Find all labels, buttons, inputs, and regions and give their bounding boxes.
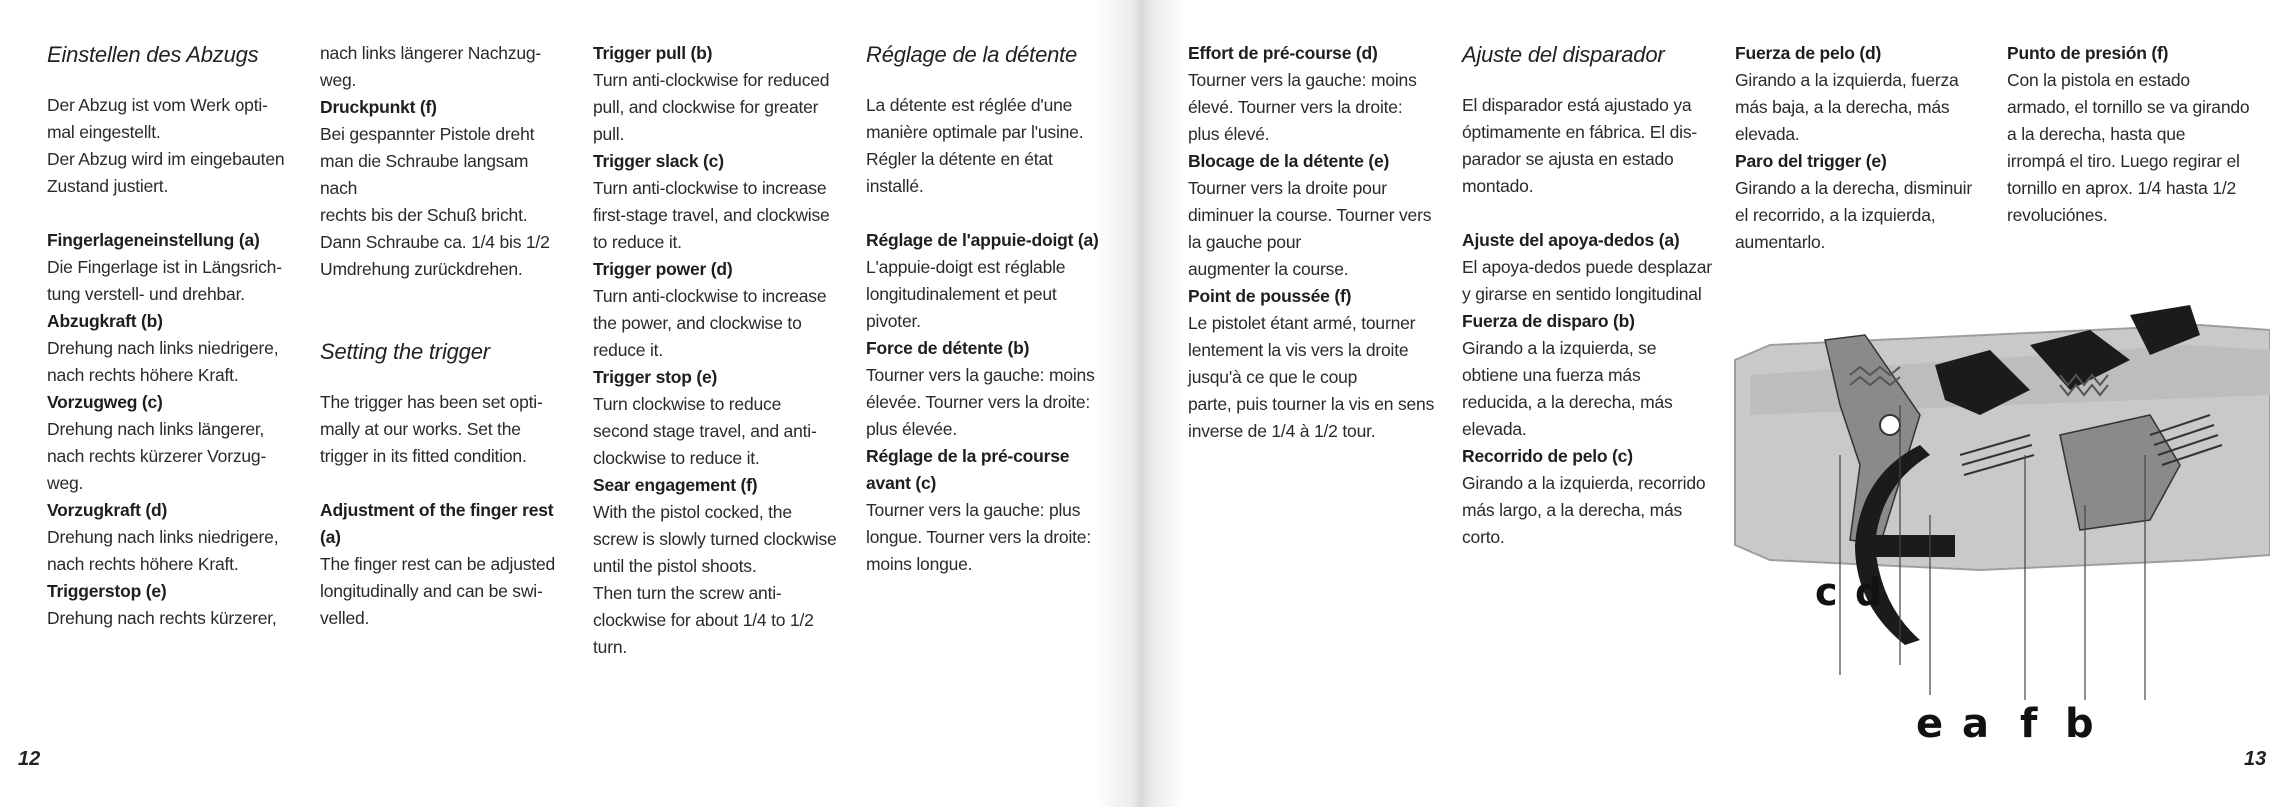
body-text-line: más baja, a la derecha, más xyxy=(1735,97,1950,117)
body-text-line: Drehung nach rechts kürzerer, xyxy=(47,608,277,628)
body-text-line: moins longue. xyxy=(866,554,973,574)
right-column-spanish xyxy=(1462,40,1712,551)
body-text-line: Turn anti-clockwise to increase xyxy=(593,286,827,306)
body-text-line: Girando a la izquierda, fuerza xyxy=(1735,70,1959,90)
setting-subheading: Paro del trigger (e) xyxy=(1735,151,1887,171)
body-text-line: élevée. Tourner vers la droite: xyxy=(866,392,1091,412)
body-text-line: Turn anti-clockwise for reduced xyxy=(593,70,830,90)
setting-subheading: Fuerza de pelo (d) xyxy=(1735,43,1882,63)
label-e: e xyxy=(1916,701,1944,747)
body-text-line: Turn anti-clockwise to increase xyxy=(593,178,827,198)
body-text-line: L'appuie-doigt est réglable xyxy=(866,257,1066,277)
setting-subheading: Fingerlageneinstellung (a) xyxy=(47,230,260,250)
setting-subheading: Point de poussée (f) xyxy=(1188,286,1352,306)
setting-subheading: Punto de presión (f) xyxy=(2007,43,2169,63)
body-text-line: installé. xyxy=(866,176,924,196)
body-text-line: clockwise for about 1/4 to 1/2 xyxy=(593,610,814,630)
body-text-line: With the pistol cocked, the xyxy=(593,502,792,522)
body-text-line: jusqu'à ce que le coup xyxy=(1188,367,1358,387)
paragraph-gap xyxy=(1462,200,1712,227)
finger-rest-bar xyxy=(1865,535,1955,557)
body-text-line: nach links längerer Nachzug- xyxy=(320,43,542,63)
paragraph-gap xyxy=(320,310,570,337)
body-text-line: Umdrehung zurückdrehen. xyxy=(320,259,523,279)
setting-subheading: Adjustment of the finger rest xyxy=(320,500,554,520)
body-text-line: mally at our works. Set the xyxy=(320,419,521,439)
label-b: b xyxy=(2065,701,2094,747)
body-text-line: revoluciónes. xyxy=(2007,205,2108,225)
label-f: f xyxy=(2020,701,2038,747)
left-column-french xyxy=(866,40,1116,578)
body-text-line: weg. xyxy=(320,70,357,90)
setting-subheading: Réglage de la pré-course xyxy=(866,446,1070,466)
body-text-line: la gauche pour xyxy=(1188,232,1301,252)
body-text-line: plus élevée. xyxy=(866,419,957,439)
section-heading: Einstellen des Abzugs xyxy=(47,42,259,67)
body-text-line: corto. xyxy=(1462,527,1505,547)
setting-subheading: Fuerza de disparo (b) xyxy=(1462,311,1635,331)
body-text-line: armado, el tornillo se va girando xyxy=(2007,97,2250,117)
body-text-line: the power, and clockwise to xyxy=(593,313,802,333)
body-text-line: nach rechts höhere Kraft. xyxy=(47,554,239,574)
body-text-line: el recorrido, a la izquierda, xyxy=(1735,205,1936,225)
label-d: d xyxy=(1855,570,1883,614)
setting-subheading: Recorrido de pelo (c) xyxy=(1462,446,1633,466)
body-text-line: nach rechts höhere Kraft. xyxy=(47,365,239,385)
trigger-mechanism-diagram xyxy=(1730,305,2270,750)
left-column-german xyxy=(47,40,297,632)
label-a: a xyxy=(1962,701,1989,747)
left-column-english xyxy=(593,40,843,661)
body-text-line: nach rechts kürzerer Vorzug- xyxy=(47,446,267,466)
body-text-line: until the pistol shoots. xyxy=(593,556,757,576)
paragraph-gap xyxy=(47,200,297,227)
body-text-line: The finger rest can be adjusted xyxy=(320,554,556,574)
setting-subheading: Druckpunkt (f) xyxy=(320,97,437,117)
body-text-line: reducida, a la derecha, más xyxy=(1462,392,1673,412)
body-text-line: elevada. xyxy=(1735,124,1800,144)
body-text-line: obtiene una fuerza más xyxy=(1462,365,1641,385)
setting-subheading: Abzugkraft (b) xyxy=(47,311,163,331)
setting-subheading: Effort de pré-course (d) xyxy=(1188,43,1378,63)
body-text-line: Tourner vers la droite pour xyxy=(1188,178,1387,198)
body-text-line: lentement la vis vers la droite xyxy=(1188,340,1409,360)
body-text-line: La détente est réglée d'une xyxy=(866,95,1073,115)
section-heading: Setting the trigger xyxy=(320,339,490,364)
setting-subheading: (a) xyxy=(320,527,341,547)
setting-subheading: Réglage de l'appuie-doigt (a) xyxy=(866,230,1099,250)
page-number-left: 12 xyxy=(18,748,41,770)
setting-subheading: Ajuste del apoya-dedos (a) xyxy=(1462,230,1680,250)
body-text-line: Régler la détente en état xyxy=(866,149,1053,169)
body-text-line: Drehung nach links niedrigere, xyxy=(47,338,279,358)
setting-subheading: Vorzugweg (c) xyxy=(47,392,163,412)
paragraph-gap xyxy=(320,283,570,310)
body-text-line: tung verstell- und drehbar. xyxy=(47,284,245,304)
paragraph-gap xyxy=(320,470,570,497)
body-text-line: élevé. Tourner vers la droite: xyxy=(1188,97,1403,117)
lever-pivot xyxy=(1880,415,1900,435)
body-text-line: manière optimale par l'usine. xyxy=(866,122,1084,142)
setting-subheading: Vorzugkraft (d) xyxy=(47,500,168,520)
body-text-line: Bei gespannter Pistole dreht xyxy=(320,124,535,144)
body-text-line: montado. xyxy=(1462,176,1534,196)
body-text-line: Con la pistola en estado xyxy=(2007,70,2190,90)
body-text-line: second stage travel, and anti- xyxy=(593,421,817,441)
body-text-line: Tourner vers la gauche: moins xyxy=(866,365,1095,385)
body-text-line: Girando a la izquierda, recorrido xyxy=(1462,473,1706,493)
body-text-line: velled. xyxy=(320,608,370,628)
body-text-line: diminuer la course. Tourner vers xyxy=(1188,205,1432,225)
section-heading: Réglage de la détente xyxy=(866,42,1078,67)
setting-subheading: Triggerstop (e) xyxy=(47,581,167,601)
body-text-line: Tourner vers la gauche: plus xyxy=(866,500,1081,520)
body-text-line: óptimamente en fábrica. El dis- xyxy=(1462,122,1698,142)
body-text-line: longue. Tourner vers la droite: xyxy=(866,527,1092,547)
body-text-line: y girarse en sentido longitudinal xyxy=(1462,284,1702,304)
body-text-line: turn. xyxy=(593,637,628,657)
body-text-line: a la derecha, hasta que xyxy=(2007,124,2186,144)
label-c: c xyxy=(1815,570,1838,614)
body-text-line: El disparador está ajustado ya xyxy=(1462,95,1692,115)
right-column-french xyxy=(1188,40,1438,445)
body-text-line: clockwise to reduce it. xyxy=(593,448,760,468)
body-text-line: weg. xyxy=(47,473,84,493)
body-text-line: pull. xyxy=(593,124,625,144)
setting-subheading: Blocage de la détente (e) xyxy=(1188,151,1390,171)
body-text-line: pull, and clockwise for greater xyxy=(593,97,819,117)
body-text-line: irrompá el tiro. Luego regirar el xyxy=(2007,151,2240,171)
body-text-line: Die Fingerlage ist in Längsrich- xyxy=(47,257,282,277)
body-text-line: Drehung nach links längerer, xyxy=(47,419,265,439)
body-text-line: Der Abzug wird im eingebauten xyxy=(47,149,285,169)
body-text-line: elevada. xyxy=(1462,419,1527,439)
body-text-line: trigger in its fitted condition. xyxy=(320,446,527,466)
body-text-line: to reduce it. xyxy=(593,232,682,252)
setting-subheading: Trigger slack (c) xyxy=(593,151,724,171)
body-text-line: parte, puis tourner la vis en sens xyxy=(1188,394,1435,414)
body-text-line: pivoter. xyxy=(866,311,921,331)
body-text-line: longitudinally and can be swi- xyxy=(320,581,543,601)
body-text-line: parador se ajusta en estado xyxy=(1462,149,1674,169)
body-text-line: Tourner vers la gauche: moins xyxy=(1188,70,1417,90)
setting-subheading: Sear engagement (f) xyxy=(593,475,758,495)
body-text-line: augmenter la course. xyxy=(1188,259,1349,279)
body-text-line: Girando a la izquierda, se xyxy=(1462,338,1657,358)
body-text-line: screw is slowly turned clockwise xyxy=(593,529,837,549)
setting-subheading: Trigger power (d) xyxy=(593,259,733,279)
body-text-line: tornillo en aprox. 1/4 hasta 1/2 xyxy=(2007,178,2237,198)
body-text-line: man die Schraube langsam nach xyxy=(320,151,529,198)
setting-subheading: Force de détente (b) xyxy=(866,338,1030,358)
body-text-line: The trigger has been set opti- xyxy=(320,392,543,412)
body-text-line: Der Abzug ist vom Werk opti- xyxy=(47,95,268,115)
body-text-line: longitudinalement et peut xyxy=(866,284,1057,304)
body-text-line: Then turn the screw anti- xyxy=(593,583,782,603)
body-text-line: Zustand justiert. xyxy=(47,176,169,196)
left-column-german-english xyxy=(320,40,570,632)
page-number-right: 13 xyxy=(2244,748,2267,770)
body-text-line: Drehung nach links niedrigere, xyxy=(47,527,279,547)
body-text-line: mal eingestellt. xyxy=(47,122,161,142)
body-text-line: inverse de 1/4 à 1/2 tour. xyxy=(1188,421,1376,441)
setting-subheading: Trigger pull (b) xyxy=(593,43,713,63)
setting-subheading: avant (c) xyxy=(866,473,937,493)
paragraph-gap xyxy=(866,200,1116,227)
body-text-line: rechts bis der Schuß bricht. xyxy=(320,205,528,225)
section-heading: Ajuste del disparador xyxy=(1462,42,1665,67)
setting-subheading: Trigger stop (e) xyxy=(593,367,718,387)
body-text-line: Le pistolet étant armé, tourner xyxy=(1188,313,1416,333)
body-text-line: Turn clockwise to reduce xyxy=(593,394,782,414)
body-text-line: aumentarlo. xyxy=(1735,232,1826,252)
body-text-line: reduce it. xyxy=(593,340,663,360)
body-text-line: first-stage travel, and clockwise xyxy=(593,205,830,225)
right-column-spanish-3 xyxy=(2007,40,2257,229)
body-text-line: Girando a la derecha, disminuir xyxy=(1735,178,1972,198)
right-column-spanish-2 xyxy=(1735,40,1985,256)
body-text-line: plus élevé. xyxy=(1188,124,1270,144)
body-text-line: más largo, a la derecha, más xyxy=(1462,500,1683,520)
body-text-line: El apoya-dedos puede desplazar xyxy=(1462,257,1712,277)
body-text-line: Dann Schraube ca. 1/4 bis 1/2 xyxy=(320,232,550,252)
